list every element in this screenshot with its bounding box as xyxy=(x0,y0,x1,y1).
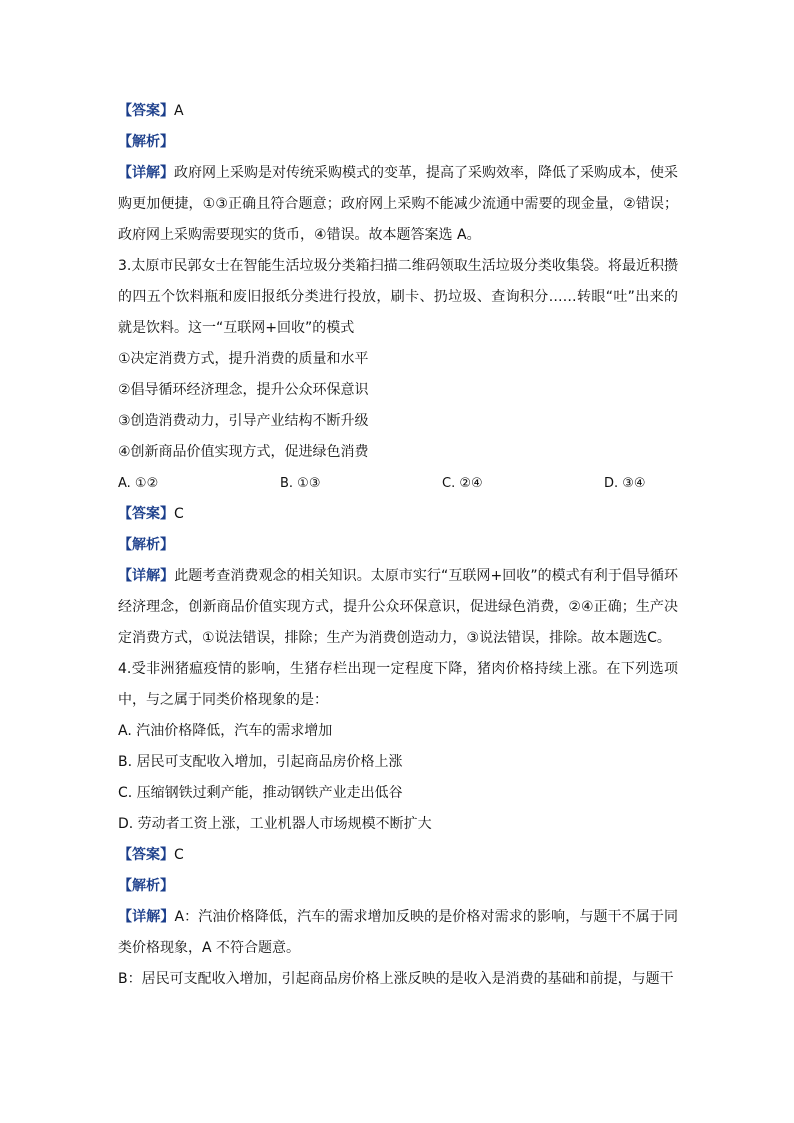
q2-answer: A xyxy=(174,103,184,119)
q3-option-b: B. ①③ xyxy=(280,476,321,491)
q3-detail-text: 此题考查消费观念的相关知识。太原市实行“互联网+回收”的模式有利于倡导循环经济理念，创新商品价值实现方式，提升公众环保意识，促进绿色消费，②④正确；生产决定消费方式，①说法错误，排除；生产为消费创造动力，③说法错误，排除。故本题选C。 xyxy=(118,568,679,646)
q4-analysis-line xyxy=(118,871,678,902)
analysis-tag: 【解析】 xyxy=(118,134,174,150)
answer-tag: 【答案】 xyxy=(118,506,174,522)
q3-options xyxy=(118,468,678,499)
q3-option-d: D. ③④ xyxy=(604,476,646,491)
q4-answer-line xyxy=(118,840,678,871)
q3-answer: C xyxy=(174,506,184,522)
q4-detail-b: B：居民可支配收入增加，引起商品房价格上涨反映的是收入是消费的基础和前提，与题干 xyxy=(118,971,674,987)
q4-option-a: A. 汽油价格降低，汽车的需求增加 xyxy=(118,723,333,739)
q2-detail-text: 政府网上采购是对传统采购模式的变革，提高了采购效率，降低了采购成本，使采购更加便捷，①③正确且符合题意；政府网上采购不能减少流通中需要的现金量，②错误；政府网上采购需要现实的货币，④错误。故本题答案选 A。 xyxy=(118,165,678,243)
answer-tag: 【答案】 xyxy=(118,103,174,119)
detail-tag: 【详解】 xyxy=(118,165,174,181)
q2-detail xyxy=(118,158,678,251)
q3-stem: 3.太原市民郭女士在智能生活垃圾分类箱扫描二维码领取生活垃圾分类收集袋。将最近积攒的四五个饮料瓶和废旧报纸分类进行投放，刷卡、扔垃圾、查询积分……转眼“吐”出来的就是饮料。这一“互联网+回收”的模式 xyxy=(118,258,678,336)
exam-page xyxy=(118,96,678,995)
q3-option-c: C. ②④ xyxy=(442,476,483,491)
q3-item-2: ②倡导循环经济理念，提升公众环保意识 xyxy=(118,382,369,398)
q4-answer: C xyxy=(174,847,184,863)
detail-tag: 【详解】 xyxy=(118,909,175,925)
detail-tag: 【详解】 xyxy=(118,568,175,584)
q3-item-4: ④创新商品价值实现方式，促进绿色消费 xyxy=(118,444,369,460)
q2-analysis-line xyxy=(118,127,678,158)
q3-item-3: ③创造消费动力，引导产业结构不断升级 xyxy=(118,413,369,429)
q4-option-b: B. 居民可支配收入增加，引起商品房价格上涨 xyxy=(118,754,403,770)
answer-tag: 【答案】 xyxy=(118,847,174,863)
q4-detail-a xyxy=(118,902,678,964)
q3-analysis-line xyxy=(118,530,678,561)
q4-option-c: C. 压缩钢铁过剩产能，推动钢铁产业走出低谷 xyxy=(118,785,403,801)
q4-stem: 4.受非洲猪瘟疫情的影响，生猪存栏出现一定程度下降，猪肉价格持续上涨。在下列选项中，与之属于同类价格现象的是： xyxy=(118,661,678,708)
q3-answer-line xyxy=(118,499,678,530)
q4-option-d: D. 劳动者工资上涨，工业机器人市场规模不断扩大 xyxy=(118,816,432,832)
q3-detail xyxy=(118,561,678,654)
q3-item-1: ①决定消费方式，提升消费的质量和水平 xyxy=(118,351,369,367)
q3-option-a: A. ①② xyxy=(118,476,159,491)
q4-detail-a-text: A：汽油价格降低，汽车的需求增加反映的是价格对需求的影响，与题干不属于同类价格现象，A 不符合题意。 xyxy=(118,909,679,956)
q2-answer-line xyxy=(118,96,678,127)
analysis-tag: 【解析】 xyxy=(118,878,174,894)
analysis-tag: 【解析】 xyxy=(118,537,174,553)
